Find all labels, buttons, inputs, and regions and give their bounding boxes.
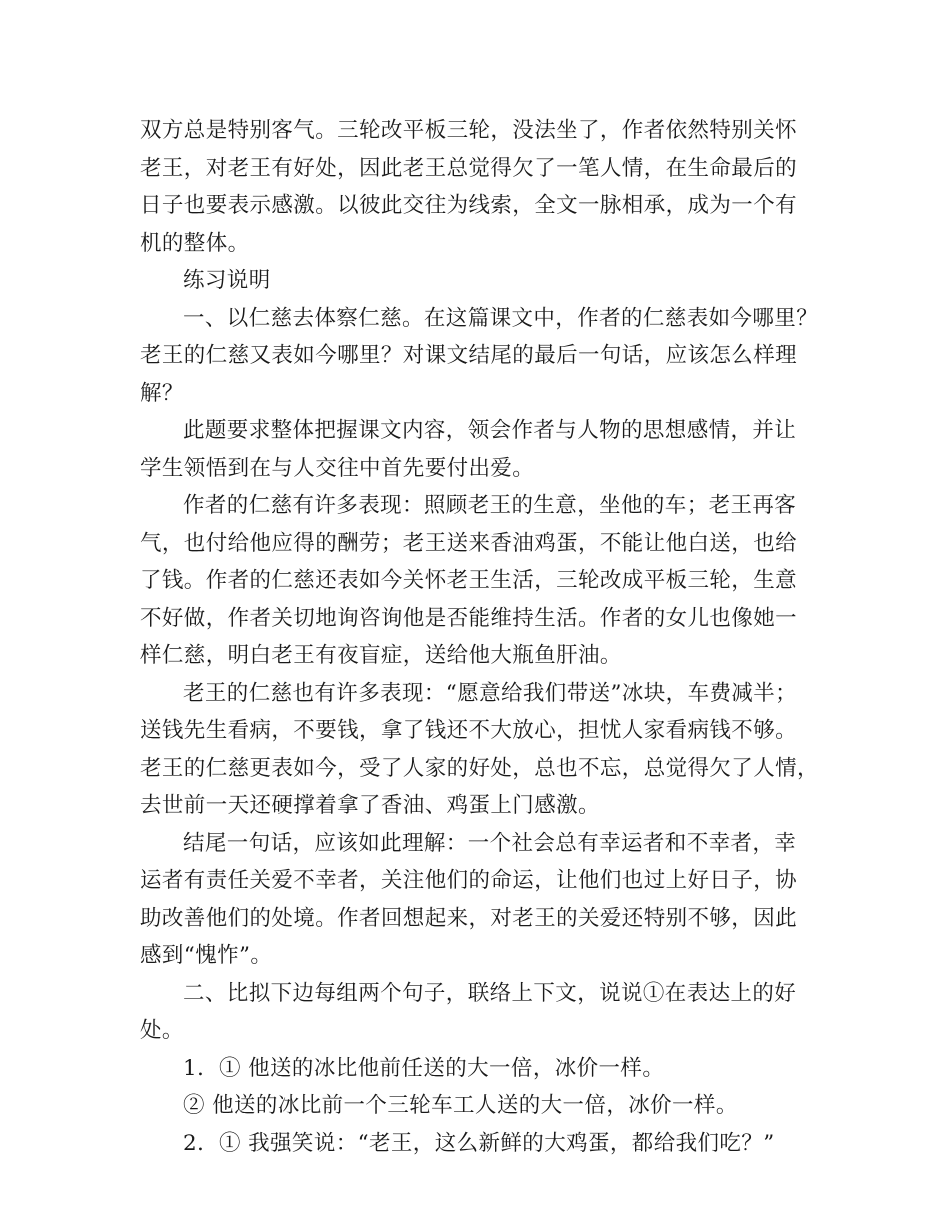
text-line: 老王的仁慈更表如今，受了人家的好处，总也不忘，总觉得欠了人情， <box>140 755 819 781</box>
text-line: 老王，对老王有好处，因此老王总觉得欠了一笔人情，在生命最后的 <box>140 155 798 181</box>
text-line: 学生领悟到在与人交往中首先要付出爱。 <box>140 455 535 481</box>
text-line: 老王的仁慈又表如今哪里？对课文结尾的最后一句话，应该怎么样理 <box>140 343 798 368</box>
text-line: 不好做，作者关切地询咨询他是否能维持生活。作者的女儿也像她一 <box>140 605 798 631</box>
text-line: 作者的仁慈有许多表现：照顾老王的生意，坐他的车；老王再客 <box>183 493 797 518</box>
text-line: 感到“愧怍”。 <box>140 943 273 968</box>
text-line: 机的整体。 <box>140 230 250 256</box>
text-line: 运者有责任关爱不幸者，关注他们的命运，让他们也过上好日子，协 <box>140 868 798 893</box>
text-line: 送钱先生看病，不要钱，拿了钱还不大放心，担忧人家看病钱不够。 <box>140 718 798 743</box>
text-line: 一、以仁慈去体察仁慈。在这篇课文中，作者的仁慈表如今哪里？ <box>183 305 819 331</box>
text-line: ② 他送的冰比前一个三轮车工人送的大一倍，冰价一样。 <box>183 1093 738 1118</box>
text-line: 老王的仁慈也有许多表现：“愿意给我们带送”冰块，车费减半； <box>183 680 798 706</box>
text-line: 双方总是特别客气。三轮改平板三轮，没法坐了，作者依然特别关怀 <box>140 118 798 143</box>
text-line: 日子也要表示感激。以彼此交往为线索，全文一脉相承，成为一个有 <box>140 193 798 218</box>
text-line: 去世前一天还硬撑着拿了香油、鸡蛋上门感激。 <box>140 793 600 818</box>
text-line: 二、比拟下边每组两个句子，联络上下文，说说①在表达上的好 <box>183 980 797 1006</box>
text-line: 1．① 他送的冰比他前任送的大一倍，冰价一样。 <box>183 1055 665 1081</box>
text-line: 处。 <box>140 1018 184 1043</box>
text-line: 气，也付给他应得的酬劳；老王送来香油鸡蛋，不能让他白送，也给 <box>140 530 798 556</box>
text-line: 助改善他们的处境。作者回想起来，对老王的关爱还特别不够，因此 <box>140 905 798 931</box>
text-line: 结尾一句话，应该如此理解：一个社会总有幸运者和不幸者，幸 <box>183 830 797 856</box>
text-line: 2．① 我强笑说：“老王，这么新鲜的大鸡蛋，都给我们吃？” <box>183 1130 775 1156</box>
text-line: 样仁慈，明白老王有夜盲症，送给他大瓶鱼肝油。 <box>140 643 622 668</box>
text-line: 解？ <box>140 380 184 406</box>
text-line: 此题要求整体把握课文内容，领会作者与人物的思想感情，并让 <box>183 418 797 443</box>
text-line: 练习说明 <box>183 268 271 293</box>
document-page <box>140 112 830 1162</box>
text-line: 了钱。作者的仁慈还表如今关怀老王生活，三轮改成平板三轮，生意 <box>140 568 798 593</box>
